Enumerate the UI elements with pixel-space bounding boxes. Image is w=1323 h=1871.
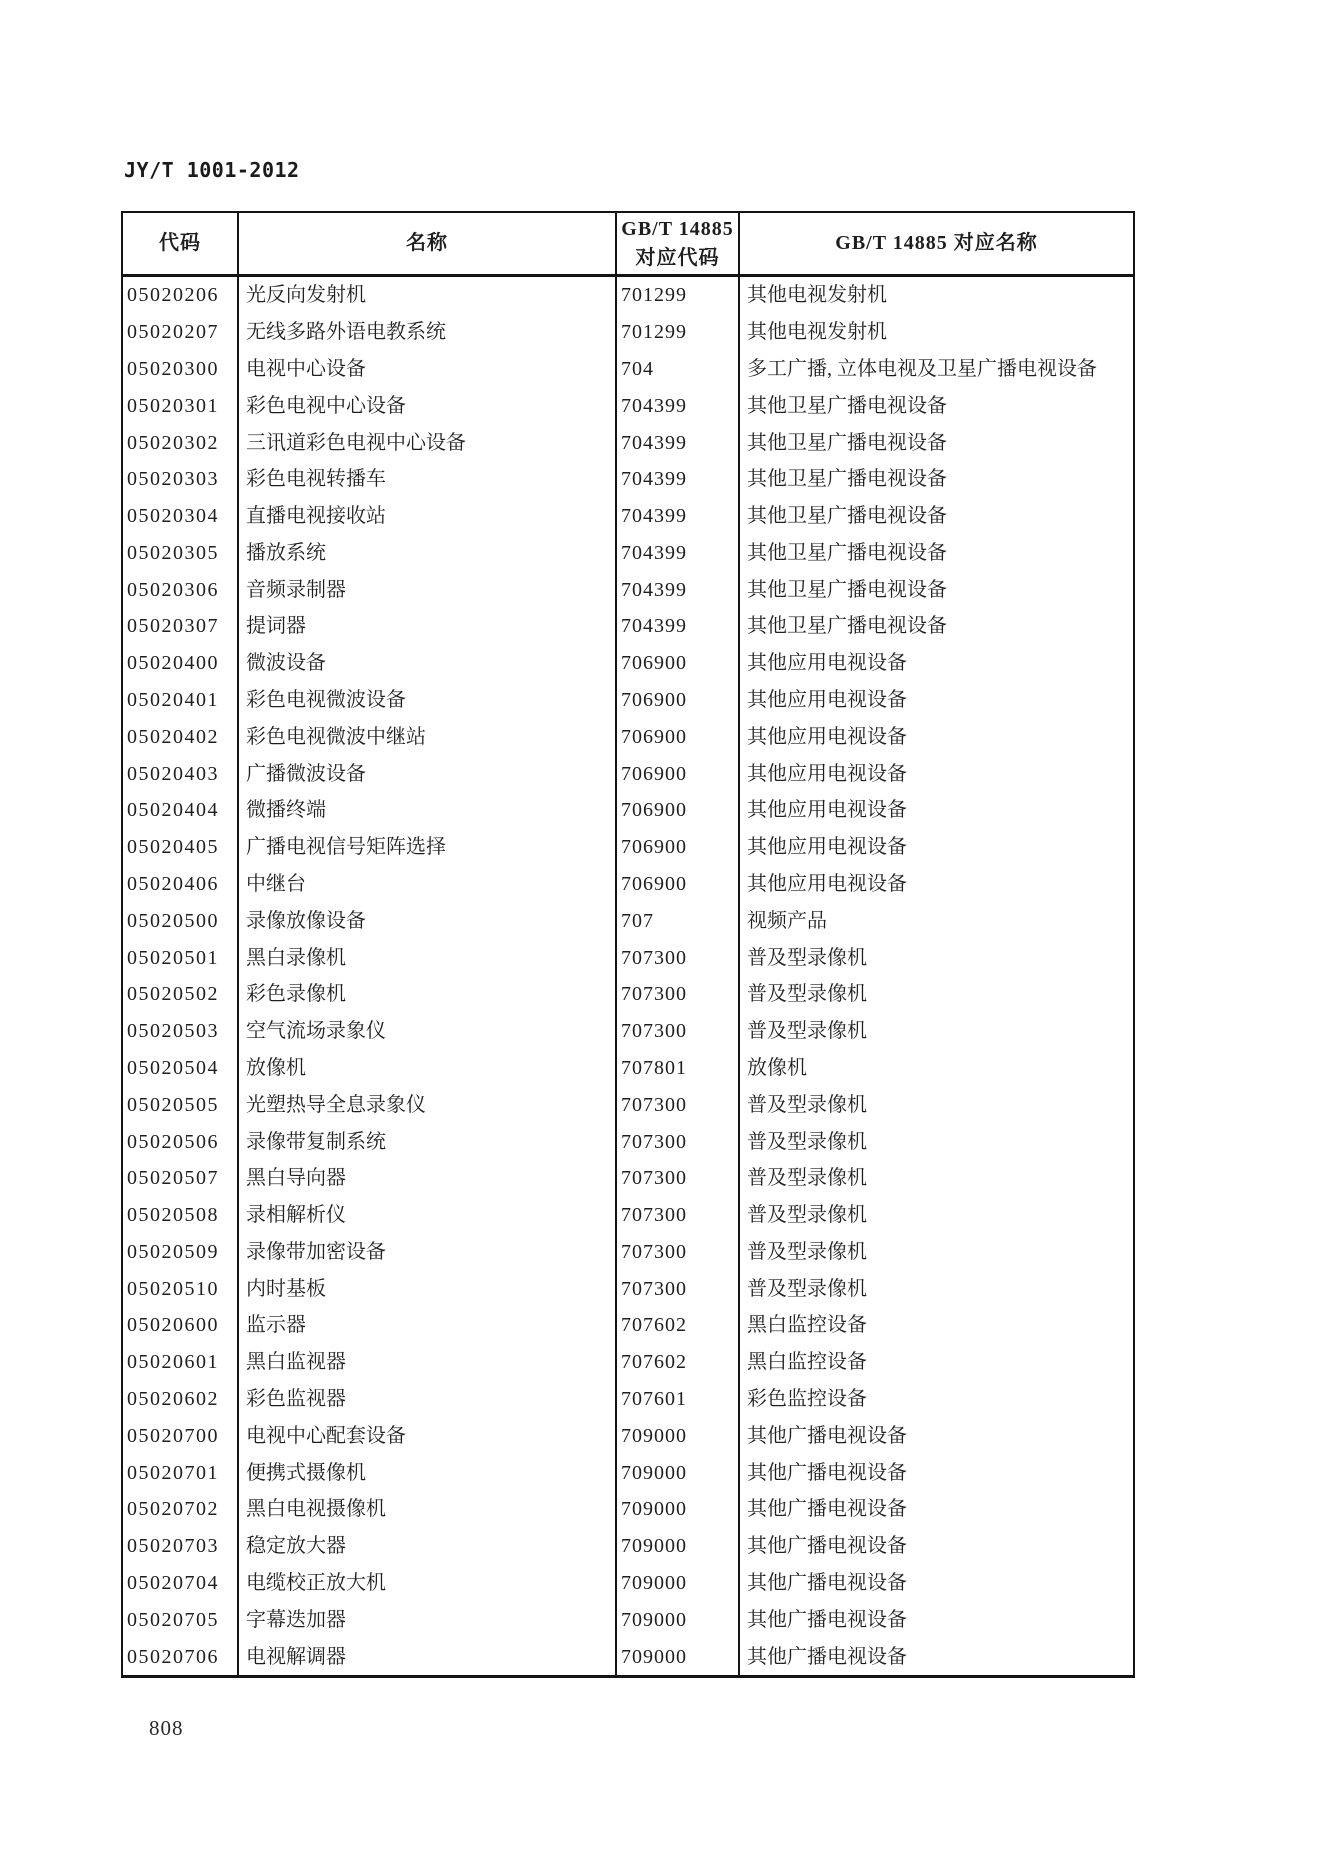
cell-code: 05020507 (123, 1160, 239, 1197)
header-code-label: 代码 (159, 232, 201, 254)
cell-name: 内时基板 (239, 1270, 617, 1307)
cell-code: 05020602 (123, 1381, 239, 1418)
cell-gbt-code: 706900 (617, 792, 740, 829)
table-row (123, 645, 1133, 682)
cell-gbt-name: 其他应用电视设备 (747, 689, 907, 712)
cell-gbt-code: 704399 (617, 387, 740, 424)
table-row (123, 1123, 1133, 1160)
cell-code: 05020306 (123, 571, 239, 608)
cell-code: 05020400 (123, 645, 239, 682)
cell-name: 提词器 (239, 608, 617, 645)
table-row (123, 1197, 1133, 1234)
table-row (123, 939, 1133, 976)
cell-gbt-code: 709000 (617, 1565, 740, 1602)
cell-code: 05020403 (123, 755, 239, 792)
cell-code: 05020506 (123, 1123, 239, 1160)
cell-gbt-name: 彩色监控设备 (747, 1388, 867, 1411)
cell-gbt-code: 701299 (617, 277, 740, 314)
cell-code: 05020406 (123, 866, 239, 903)
cell-name: 便携式摄像机 (239, 1454, 617, 1491)
cell-gbt-name: 其他应用电视设备 (747, 799, 907, 822)
cell-name: 录相解析仪 (239, 1197, 617, 1234)
cell-name: 电缆校正放大机 (239, 1565, 617, 1602)
table-row (123, 498, 1133, 535)
table-row (123, 535, 1133, 572)
cell-code: 05020705 (123, 1601, 239, 1638)
cell-code: 05020207 (123, 314, 239, 351)
table-row (123, 866, 1133, 903)
cell-gbt-name: 放像机 (747, 1056, 807, 1079)
cell-code: 05020509 (123, 1234, 239, 1271)
code-mapping-table (121, 211, 1135, 1678)
table-row (123, 755, 1133, 792)
cell-name: 彩色电视微波设备 (239, 682, 617, 719)
cell-gbt-code: 709000 (617, 1417, 740, 1454)
cell-gbt-name: 普及型录像机 (747, 1204, 867, 1227)
cell-gbt-code: 704399 (617, 571, 740, 608)
cell-code: 05020206 (123, 277, 239, 314)
table-row (123, 1013, 1133, 1050)
cell-gbt-code: 709000 (617, 1601, 740, 1638)
cell-gbt-name: 普及型录像机 (747, 1167, 867, 1190)
cell-gbt-code: 706900 (617, 755, 740, 792)
table-row (123, 351, 1133, 388)
cell-code: 05020704 (123, 1565, 239, 1602)
cell-gbt-name: 其他广播电视设备 (747, 1572, 907, 1595)
cell-name: 中继台 (239, 866, 617, 903)
cell-gbt-code: 707601 (617, 1381, 740, 1418)
cell-gbt-code: 704399 (617, 498, 740, 535)
cell-code: 05020404 (123, 792, 239, 829)
cell-code: 05020302 (123, 424, 239, 461)
cell-gbt-name: 其他卫星广播电视设备 (747, 468, 947, 491)
header-gbt-code-line2: 对应代码 (635, 246, 720, 269)
cell-gbt-name: 其他广播电视设备 (747, 1535, 907, 1558)
cell-name: 微播终端 (239, 792, 617, 829)
cell-name: 黑白电视摄像机 (239, 1491, 617, 1528)
table-row (123, 902, 1133, 939)
cell-code: 05020304 (123, 498, 239, 535)
cell-code: 05020402 (123, 718, 239, 755)
cell-name: 空气流场录象仪 (239, 1013, 617, 1050)
cell-gbt-name: 其他卫星广播电视设备 (747, 431, 947, 454)
table-row (123, 424, 1133, 461)
cell-gbt-code: 706900 (617, 718, 740, 755)
table-row (123, 461, 1133, 498)
page-number: 808 (149, 1716, 184, 1740)
cell-name: 电视中心设备 (239, 351, 617, 388)
cell-name: 直播电视接收站 (239, 498, 617, 535)
cell-name: 黑白监视器 (239, 1344, 617, 1381)
table-row (123, 1528, 1133, 1565)
table-row (123, 1270, 1133, 1307)
cell-gbt-code: 707801 (617, 1050, 740, 1087)
cell-name: 电视解调器 (239, 1638, 617, 1675)
cell-gbt-code: 707602 (617, 1307, 740, 1344)
table-row (123, 387, 1133, 424)
cell-gbt-code: 707602 (617, 1344, 740, 1381)
cell-gbt-name: 普及型录像机 (747, 1277, 867, 1300)
table-row (123, 1050, 1133, 1087)
cell-name: 彩色电视微波中继站 (239, 718, 617, 755)
cell-code: 05020300 (123, 351, 239, 388)
cell-gbt-code: 704399 (617, 461, 740, 498)
cell-gbt-name: 其他卫星广播电视设备 (747, 578, 947, 601)
cell-code: 05020510 (123, 1270, 239, 1307)
cell-gbt-name: 多工广播, 立体电视及卫星广播电视设备 (747, 357, 1097, 380)
cell-gbt-code: 707300 (617, 1234, 740, 1271)
cell-gbt-name: 其他应用电视设备 (747, 762, 907, 785)
cell-gbt-code: 707 (617, 902, 740, 939)
table-row (123, 1417, 1133, 1454)
cell-gbt-name: 其他电视发射机 (747, 321, 887, 344)
cell-gbt-code: 704399 (617, 424, 740, 461)
cell-gbt-code: 706900 (617, 866, 740, 903)
cell-gbt-name: 其他卫星广播电视设备 (747, 541, 947, 564)
cell-code: 05020303 (123, 461, 239, 498)
cell-gbt-name: 普及型录像机 (747, 983, 867, 1006)
table-row (123, 1234, 1133, 1271)
table-body (123, 277, 1133, 1675)
table-row (123, 682, 1133, 719)
table-row (123, 1344, 1133, 1381)
cell-name: 彩色电视中心设备 (239, 387, 617, 424)
cell-gbt-name: 其他广播电视设备 (747, 1461, 907, 1484)
cell-gbt-name: 其他广播电视设备 (747, 1645, 907, 1668)
cell-code: 05020702 (123, 1491, 239, 1528)
cell-code: 05020601 (123, 1344, 239, 1381)
header-gbt-name-label: GB/T 14885 对应名称 (835, 232, 1038, 254)
cell-name: 音频录制器 (239, 571, 617, 608)
cell-code: 05020703 (123, 1528, 239, 1565)
standard-number-title: JY/T 1001-2012 (124, 158, 300, 182)
cell-name: 光塑热导全息录象仪 (239, 1086, 617, 1123)
cell-name: 播放系统 (239, 535, 617, 572)
cell-gbt-name: 视频产品 (747, 909, 827, 932)
cell-gbt-code: 709000 (617, 1491, 740, 1528)
cell-name: 广播电视信号矩阵选择 (239, 829, 617, 866)
cell-gbt-name: 普及型录像机 (747, 1130, 867, 1153)
header-name-label: 名称 (406, 232, 448, 254)
cell-name: 微波设备 (239, 645, 617, 682)
cell-gbt-code: 706900 (617, 645, 740, 682)
header-code (123, 213, 239, 274)
header-gbt-code (617, 213, 740, 274)
cell-gbt-code: 707300 (617, 1123, 740, 1160)
cell-name: 电视中心配套设备 (239, 1417, 617, 1454)
cell-gbt-name: 普及型录像机 (747, 1240, 867, 1263)
cell-name: 放像机 (239, 1050, 617, 1087)
cell-gbt-code: 707300 (617, 1013, 740, 1050)
cell-gbt-name: 其他广播电视设备 (747, 1424, 907, 1447)
cell-gbt-code: 709000 (617, 1528, 740, 1565)
cell-name: 无线多路外语电教系统 (239, 314, 617, 351)
cell-gbt-code: 704 (617, 351, 740, 388)
cell-gbt-code: 707300 (617, 976, 740, 1013)
cell-code: 05020504 (123, 1050, 239, 1087)
cell-code: 05020501 (123, 939, 239, 976)
table-row (123, 314, 1133, 351)
cell-code: 05020700 (123, 1417, 239, 1454)
cell-code: 05020508 (123, 1197, 239, 1234)
cell-gbt-name: 普及型录像机 (747, 946, 867, 969)
cell-code: 05020701 (123, 1454, 239, 1491)
cell-name: 光反向发射机 (239, 277, 617, 314)
table-row (123, 277, 1133, 314)
cell-code: 05020505 (123, 1086, 239, 1123)
cell-gbt-code: 709000 (617, 1454, 740, 1491)
cell-code: 05020706 (123, 1638, 239, 1675)
cell-gbt-name: 其他应用电视设备 (747, 725, 907, 748)
cell-gbt-name: 其他广播电视设备 (747, 1608, 907, 1631)
cell-gbt-code: 707300 (617, 1160, 740, 1197)
cell-code: 05020600 (123, 1307, 239, 1344)
header-name (239, 213, 617, 274)
cell-gbt-code: 701299 (617, 314, 740, 351)
cell-gbt-code: 706900 (617, 829, 740, 866)
cell-code: 05020301 (123, 387, 239, 424)
cell-name: 录像带加密设备 (239, 1234, 617, 1271)
cell-gbt-name: 其他应用电视设备 (747, 652, 907, 675)
table-row (123, 571, 1133, 608)
header-gbt-name (740, 213, 1133, 274)
cell-gbt-name: 其他电视发射机 (747, 284, 887, 307)
cell-code: 05020500 (123, 902, 239, 939)
cell-code: 05020305 (123, 535, 239, 572)
table-row (123, 1565, 1133, 1602)
table-row (123, 1086, 1133, 1123)
table-row (123, 1454, 1133, 1491)
cell-name: 彩色监视器 (239, 1381, 617, 1418)
cell-gbt-code: 704399 (617, 535, 740, 572)
cell-gbt-code: 707300 (617, 1197, 740, 1234)
cell-gbt-code: 706900 (617, 682, 740, 719)
cell-gbt-name: 普及型录像机 (747, 1020, 867, 1043)
cell-code: 05020307 (123, 608, 239, 645)
cell-name: 监示器 (239, 1307, 617, 1344)
cell-name: 彩色电视转播车 (239, 461, 617, 498)
cell-code: 05020405 (123, 829, 239, 866)
cell-name: 黑白录像机 (239, 939, 617, 976)
cell-gbt-code: 707300 (617, 939, 740, 976)
cell-gbt-code: 709000 (617, 1638, 740, 1675)
cell-name: 录像带复制系统 (239, 1123, 617, 1160)
cell-gbt-code: 707300 (617, 1086, 740, 1123)
cell-name: 录像放像设备 (239, 902, 617, 939)
cell-name: 稳定放大器 (239, 1528, 617, 1565)
cell-gbt-name: 普及型录像机 (747, 1093, 867, 1116)
header-gbt-code-line1: GB/T 14885 (621, 217, 734, 240)
cell-name: 黑白导向器 (239, 1160, 617, 1197)
cell-gbt-name: 其他卫星广播电视设备 (747, 394, 947, 417)
table-row (123, 1601, 1133, 1638)
cell-gbt-name: 黑白监控设备 (747, 1314, 867, 1337)
cell-gbt-name: 黑白监控设备 (747, 1351, 867, 1374)
table-row (123, 976, 1133, 1013)
cell-gbt-name: 其他广播电视设备 (747, 1498, 907, 1521)
table-row (123, 1381, 1133, 1418)
cell-gbt-name: 其他卫星广播电视设备 (747, 615, 947, 638)
cell-name: 字幕迭加器 (239, 1601, 617, 1638)
cell-gbt-code: 707300 (617, 1270, 740, 1307)
cell-code: 05020503 (123, 1013, 239, 1050)
table-header-row (123, 213, 1133, 277)
table-row (123, 1307, 1133, 1344)
table-row (123, 608, 1133, 645)
cell-gbt-code: 704399 (617, 608, 740, 645)
table-row (123, 1160, 1133, 1197)
cell-gbt-name: 其他卫星广播电视设备 (747, 505, 947, 528)
table-row (123, 792, 1133, 829)
table-row (123, 829, 1133, 866)
cell-name: 三讯道彩色电视中心设备 (239, 424, 617, 461)
cell-code: 05020502 (123, 976, 239, 1013)
cell-gbt-name: 其他应用电视设备 (747, 873, 907, 896)
table-row (123, 1491, 1133, 1528)
cell-name: 彩色录像机 (239, 976, 617, 1013)
cell-code: 05020401 (123, 682, 239, 719)
table-row (123, 718, 1133, 755)
cell-gbt-name: 其他应用电视设备 (747, 836, 907, 859)
table-row (123, 1638, 1133, 1675)
cell-name: 广播微波设备 (239, 755, 617, 792)
